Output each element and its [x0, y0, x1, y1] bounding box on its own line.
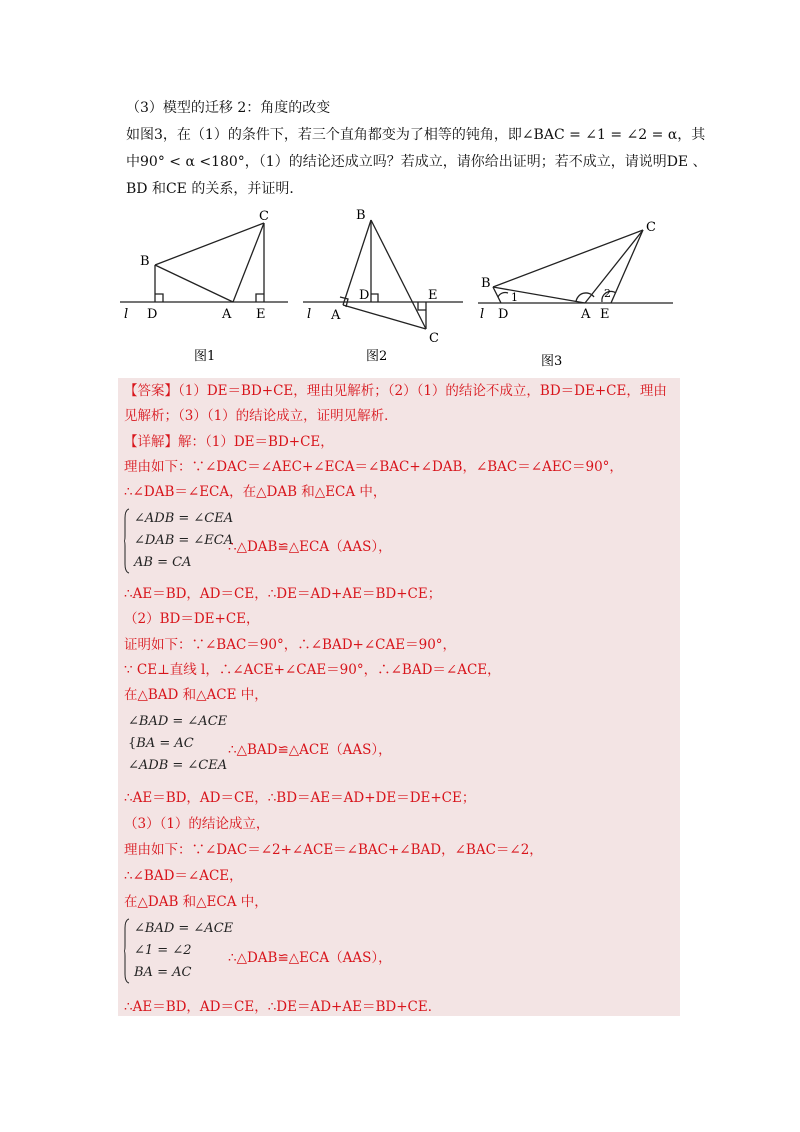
fig3-label-E: E — [600, 307, 610, 322]
fig2-label-l: l — [307, 307, 312, 322]
fig3-label-l: l — [480, 307, 485, 322]
detail-line: ∴AE＝BD，AD＝CE，∴DE＝AD+AE＝BD+CE． — [124, 999, 442, 1015]
figure-2 — [303, 220, 463, 329]
question-line-1: 如图3，在（1）的条件下，若三个直角都变为了相等的钝角，即∠BAC = ∠1 = ∠2 = α，其 — [126, 127, 706, 143]
detail-line: ∴AE＝BD，AD＝CE，∴DE＝AD+AE＝BD+CE； — [124, 586, 442, 602]
fig2-label-B: B — [356, 208, 366, 223]
system-row — [128, 733, 194, 755]
system-row: ∠DAB = ∠ECA — [134, 533, 234, 548]
figure-3 — [478, 230, 673, 303]
system-row-text: BA = AC — [136, 736, 194, 751]
question-line-2: 中90° < α <180°，（1）的结论还成立吗？若成立，请你给出证明；若不成立，请说明DE 、 — [126, 154, 707, 170]
system-row: ∠BAD = ∠ACE — [134, 921, 234, 936]
fig2-caption: 图2 — [366, 349, 388, 364]
fig2-label-E: E — [428, 288, 438, 303]
system-row: AB = CA — [134, 555, 192, 570]
fig3-label-B: B — [481, 276, 491, 291]
detail-line: （2）BD＝DE+CE， — [124, 611, 260, 627]
fig1-label-A: A — [222, 307, 232, 322]
detail-line: 【详解】解：（1）DE＝BD+CE， — [124, 434, 334, 450]
fig3-label-C: C — [646, 220, 656, 235]
detail-line: ∴∠DAB＝∠ECA，在△DAB 和△ECA 中， — [124, 484, 387, 500]
detail-line: 理由如下：∵∠DAC＝∠2+∠ACE＝∠BAC+∠BAD，∠BAC＝∠2， — [124, 842, 543, 858]
brace-icon — [124, 918, 130, 984]
fig1-label-E: E — [256, 307, 266, 322]
detail-line: ∴∠BAD＝∠ACE， — [124, 868, 243, 884]
brace-icon: { — [128, 736, 137, 751]
fig3-label-D: D — [498, 307, 509, 322]
fig1-caption: 图1 — [194, 349, 216, 364]
system-conclusion: ∴△DAB≌△ECA（AAS）， — [228, 950, 392, 966]
question-heading: （3）模型的迁移 2：角度的改变 — [126, 100, 331, 116]
fig2-label-C: C — [429, 331, 439, 346]
detail-line: 在△BAD 和△ACE 中， — [124, 687, 268, 703]
system-conclusion: ∴△DAB≌△ECA（AAS）， — [228, 539, 392, 555]
detail-line: ∴AE＝BD，AD＝CE，∴BD＝AE＝AD+DE＝DE+CE； — [124, 790, 476, 806]
detail-line: 证明如下：∵∠BAC＝90°，∴∠BAD+∠CAE＝90°， — [124, 637, 457, 653]
figures-row — [118, 205, 688, 375]
system-row: ∠ADB = ∠CEA — [134, 511, 234, 526]
detail-line: 理由如下：∵∠DAC＝∠AEC+∠ECA＝∠BAC+∠DAB，∠BAC＝∠AEC＝90°， — [124, 459, 623, 475]
answer-line: 【答案】（1）DE＝BD+CE，理由见解析；（2）（1）的结论不成立，BD＝DE+CE，理由 — [124, 383, 667, 399]
fig3-label-A: A — [581, 307, 591, 322]
system-row: ∠1 = ∠2 — [134, 943, 192, 958]
system-row: BA = AC — [134, 965, 192, 980]
detail-line: （3）（1）的结论成立， — [124, 816, 270, 832]
geometry-figures — [118, 205, 688, 375]
brace-icon — [124, 508, 130, 574]
fig1-label-l: l — [124, 307, 129, 322]
fig3-label-1: 1 — [511, 291, 518, 304]
fig1-label-C: C — [259, 209, 269, 224]
fig1-label-B: B — [140, 254, 150, 269]
answer-line: 见解析；（3）（1）的结论成立，证明见解析． — [124, 408, 398, 424]
detail-line: 在△DAB 和△ECA 中， — [124, 894, 268, 910]
fig2-label-D: D — [359, 288, 370, 303]
detail-line: ∵ CE⊥直线 l，∴∠ACE+∠CAE＝90°，∴∠BAD＝∠ACE， — [124, 662, 501, 678]
fig3-caption: 图3 — [541, 354, 563, 369]
fig1-label-D: D — [147, 307, 158, 322]
system-row: ∠ADB = ∠CEA — [128, 758, 228, 773]
question-line-3: BD 和CE 的关系，并证明． — [126, 181, 304, 197]
fig3-label-2: 2 — [604, 287, 611, 300]
system-conclusion: ∴△BAD≌△ACE（AAS）， — [228, 742, 392, 758]
fig2-label-A: A — [331, 308, 341, 323]
answer-panel — [118, 378, 680, 1016]
system-row: ∠BAD = ∠ACE — [128, 714, 228, 729]
